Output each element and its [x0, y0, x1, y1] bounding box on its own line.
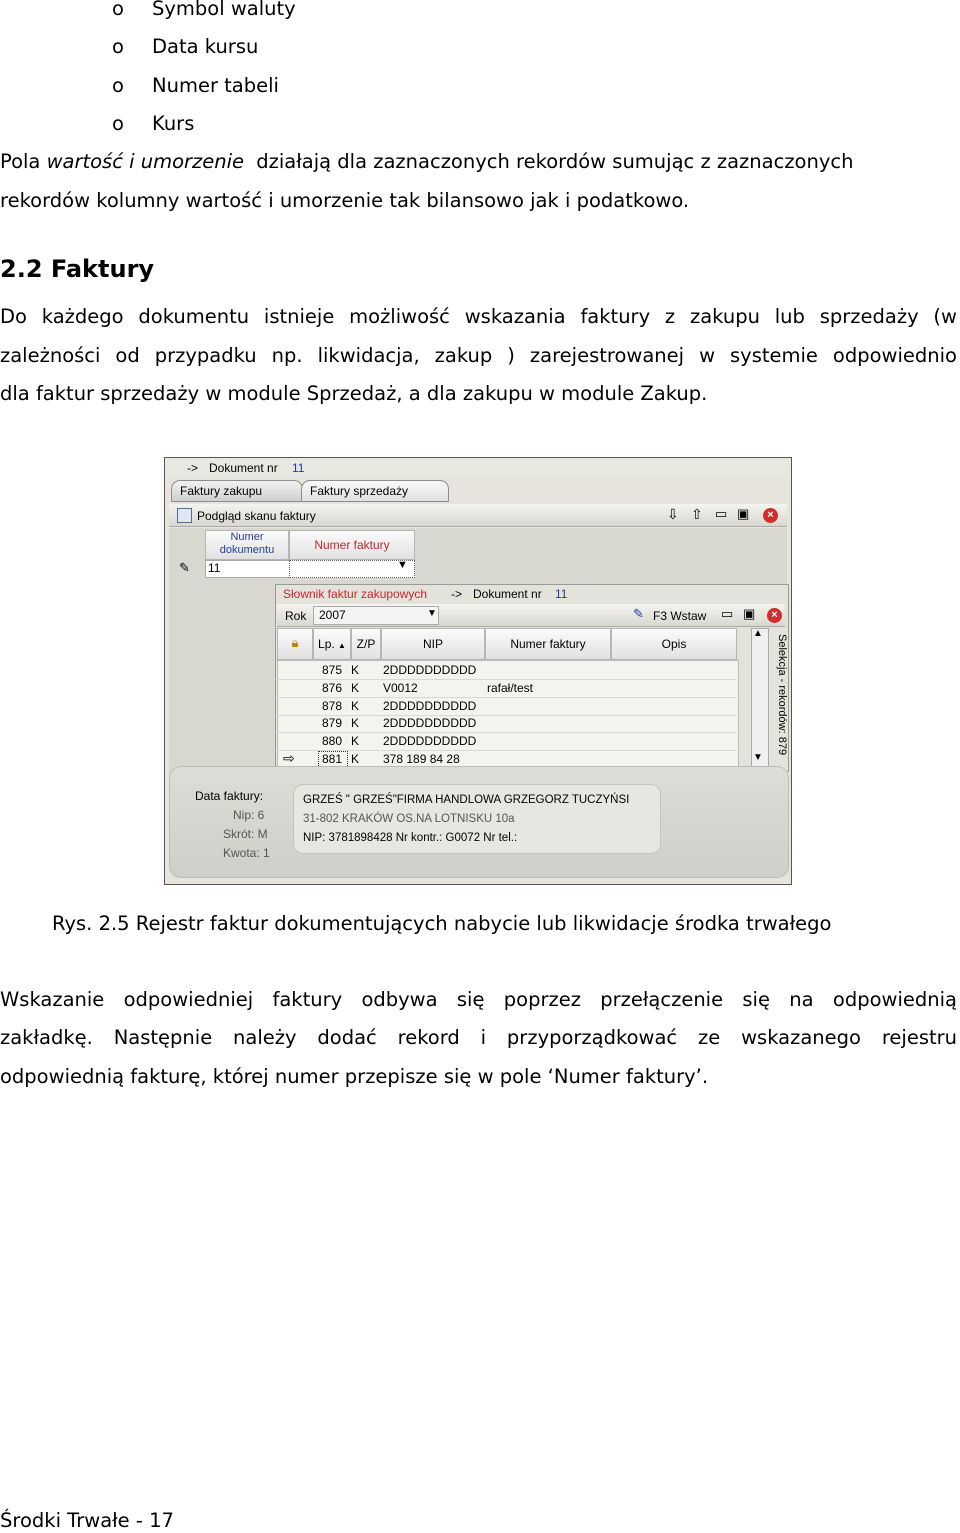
subwindow-title: Słownik faktur zakupowych	[283, 587, 428, 601]
paragraph-1-line-2: rekordów kolumny wartość i umorzenie tak bilansowo jak i podatkowo.	[0, 189, 690, 212]
current-row-arrow-icon: ⇨	[283, 750, 295, 766]
bullet-marker: o	[112, 0, 124, 20]
scroll-down-icon[interactable]: ▼	[753, 752, 763, 763]
cell-nip: V0012	[383, 680, 418, 695]
column-header-numer-dokumentu[interactable]	[205, 530, 289, 560]
bullet-marker: o	[112, 74, 124, 97]
minimize-icon[interactable]: ▭	[721, 606, 734, 621]
text-run: Pola	[0, 150, 47, 173]
cell-lp: 881	[322, 752, 343, 766]
paragraph-1-line-1	[0, 150, 957, 174]
paragraph-3-line-2: zakładkę. Następnie należy dodać rekord i przyporządkować ze wskazanego rejestru	[0, 1026, 957, 1049]
title-arrow: ->	[187, 461, 199, 475]
header-line: Numer	[230, 531, 264, 543]
scan-preview-icon[interactable]	[177, 508, 192, 523]
cell-zp: K	[351, 734, 360, 749]
selection-side-label: Selekcja - rekordów: 879	[776, 634, 788, 756]
paragraph-2-line-3: dla faktur sprzedaży w module Sprzedaż, a dla zakupu w module Zakup.	[0, 382, 708, 405]
rok-label: Rok	[285, 609, 307, 623]
window-title: Dokument nr	[209, 461, 278, 475]
emphasis: wartość i umorzenie	[46, 150, 245, 173]
table-row[interactable]	[277, 715, 737, 733]
tooltip-line-3: NIP: 3781898428 Nr kontr.: G0072 Nr tel.:	[303, 832, 518, 844]
column-header-nip[interactable]: NIP	[381, 628, 485, 660]
cell-lp: 880	[322, 734, 343, 749]
close-icon[interactable]: ×	[767, 608, 782, 623]
record-value: 11	[208, 561, 221, 575]
subwindow-doc-num: 11	[555, 587, 568, 601]
edit-pencil-icon: ✎	[179, 560, 190, 575]
column-header-numer-faktury[interactable]: Numer faktury	[289, 530, 415, 560]
f3-insert-button[interactable]: F3 Wstaw	[653, 609, 707, 623]
column-header-numer-faktury[interactable]: Numer faktury	[485, 628, 611, 660]
tooltip-line-1: GRZEŚ " GRZEŚ"FIRMA HANDLOWA GRZEGORZ TUCZYŃSI	[303, 794, 630, 806]
cell-zp: K	[351, 698, 360, 713]
scrollbar[interactable]	[751, 628, 769, 770]
table-row[interactable]	[277, 733, 737, 751]
cell-zp: K	[351, 663, 360, 677]
arrow-down-icon[interactable]: ⇩	[667, 506, 679, 522]
pen-icon[interactable]: ✎	[633, 606, 644, 621]
minimize-icon[interactable]: ▭	[715, 506, 728, 521]
column-header-opis[interactable]: Opis	[611, 628, 737, 660]
lock-icon: 🔒︎	[291, 635, 299, 650]
column-header-lp[interactable]	[313, 628, 351, 660]
close-icon[interactable]: ×	[763, 508, 778, 523]
chevron-down-icon[interactable]: ▼	[427, 608, 437, 619]
subwindow-arrow: ->	[451, 587, 463, 601]
page-footer: Środki Trwałe - 17	[0, 1509, 174, 1532]
cell-zp: K	[351, 716, 360, 731]
arrow-up-icon[interactable]: ⇧	[691, 506, 703, 522]
label-skrot: Skrót: M	[223, 827, 268, 841]
text-run: działają dla zaznaczonych rekordów sumując z zaznaczonych	[250, 150, 854, 173]
cell-nip: 2DDDDDDDDDD	[383, 716, 477, 731]
label-kwota: Kwota: 1	[223, 846, 270, 860]
restore-icon[interactable]: ▣	[737, 506, 750, 521]
column-header-zp[interactable]: Z/P	[351, 628, 381, 660]
table-row[interactable]	[277, 698, 737, 716]
tooltip-line-2: 31-802 KRAKÓW OS.NA LOTNISKU 10a	[303, 813, 515, 825]
bullet-marker: o	[112, 35, 124, 58]
rok-value: 2007	[319, 608, 346, 622]
restore-icon[interactable]: ▣	[743, 606, 756, 621]
paragraph-3-line-3: odpowiednią fakturę, której numer przepisze się w pole ‘Numer faktury’.	[0, 1065, 709, 1088]
cell-nip: 378 189 84 28	[383, 752, 460, 766]
scroll-up-icon[interactable]: ▲	[753, 628, 763, 639]
cell-lp: 879	[322, 716, 343, 731]
cell-nip: 2DDDDDDDDDD	[383, 698, 477, 713]
window-title-number: 11	[292, 461, 305, 475]
cell-nip: 2DDDDDDDDDD	[383, 734, 477, 749]
paragraph-3-line-1: Wskazanie odpowiedniej faktury odbywa się poprzez przełączenie się na odpowiednią	[0, 988, 957, 1011]
cell-nip: 2DDDDDDDDDD	[383, 663, 477, 677]
figure-screenshot	[164, 457, 792, 885]
label-data-faktury: Data faktury:	[195, 789, 264, 803]
cell-lp: 875	[322, 663, 343, 677]
lock-column-header	[277, 628, 313, 660]
table-row[interactable]	[277, 662, 737, 680]
paragraph-2-line-1: Do każdego dokumentu istnieje możliwość wskazania faktury z zakupu lub sprzedaży (w	[0, 305, 957, 328]
bullet-item: Numer tabeli	[152, 74, 279, 97]
tab-faktury-zakupu[interactable]: Faktury zakupu	[171, 480, 303, 502]
paragraph-2-line-2: zależności od przypadku np. likwidacja, zakup ) zarejestrowanej w systemie odpowiednio	[0, 344, 957, 367]
bullet-item: Symbol waluty	[152, 0, 296, 20]
header-text: Lp.	[318, 637, 335, 651]
bullet-item: Kurs	[152, 112, 195, 135]
bullet-item: Data kursu	[152, 35, 259, 58]
subwindow-doc: Dokument nr	[473, 587, 542, 601]
chevron-down-icon[interactable]: ▼	[397, 559, 408, 571]
cell-lp: 878	[322, 698, 343, 713]
tab-faktury-sprzedazy[interactable]: Faktury sprzedaży	[301, 480, 449, 502]
figure-caption: Rys. 2.5 Rejestr faktur dokumentujących nabycie lub likwidacje środka trwałego	[52, 912, 832, 935]
cell-zp: K	[351, 680, 360, 695]
cell-lp: 876	[322, 680, 343, 695]
cell-zp: K	[351, 752, 360, 766]
section-heading: 2.2 Faktury	[0, 255, 155, 283]
bullet-marker: o	[112, 112, 124, 135]
sort-icon: ▲	[338, 641, 346, 650]
label-nip: Nip: 6	[233, 808, 265, 822]
cell-nr: rafał/test	[487, 680, 534, 695]
header-line: dokumentu	[219, 544, 275, 556]
toolbar-label[interactable]: Podgląd skanu faktury	[197, 509, 316, 523]
